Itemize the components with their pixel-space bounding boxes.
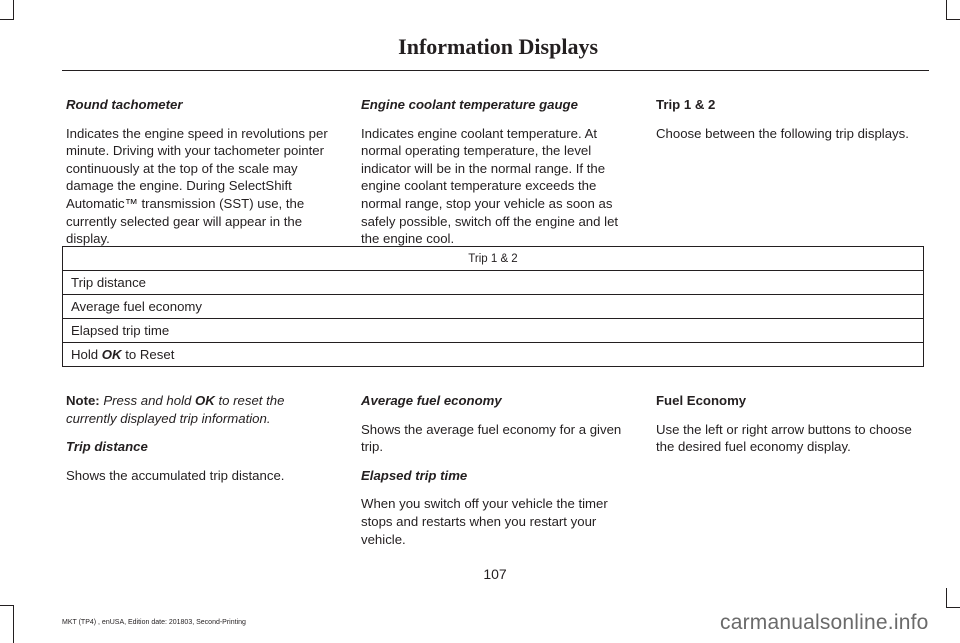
watermark: carmanualsonline.info: [720, 611, 929, 634]
crop-mark-top-left-h: [0, 19, 14, 20]
section-heading: Average fuel economy: [361, 393, 502, 408]
table-row: [63, 343, 924, 367]
table-row: [63, 319, 924, 343]
page-title: Information Displays: [398, 34, 598, 59]
section-body: Indicates the engine speed in revolutions per minute. Driving with your tachometer pointer continuously at the top of the scale may damage the engine. During SelectShift Automatic™ transmission (SST) use, the currently selected gear will appear in the display.: [66, 125, 328, 247]
column-lower-1: [66, 392, 338, 495]
column-lower-2: [361, 392, 633, 559]
column-round-tachometer: [66, 96, 338, 259]
table-header: Trip 1 & 2: [63, 247, 924, 271]
section-body: When you switch off your vehicle the timer stops and restarts when you restart your vehicle.: [361, 496, 608, 547]
table-row: [63, 271, 924, 295]
column-trip: [656, 96, 928, 153]
note-text: Press and hold: [99, 393, 196, 408]
ok-key-label: OK: [195, 393, 215, 408]
section-heading: Elapsed trip time: [361, 467, 468, 483]
crop-mark-bottom-left-v: [13, 605, 14, 643]
crop-mark-bottom-right-v: [946, 588, 947, 608]
crop-mark-bottom-right-h: [946, 607, 960, 608]
crop-mark-top-right-h: [946, 19, 960, 20]
ok-key-label: OK: [101, 347, 122, 362]
section-heading: Round tachometer: [66, 97, 183, 112]
cell-text: Hold: [71, 347, 102, 362]
section-heading: Engine coolant temperature gauge: [361, 97, 578, 112]
column-engine-coolant: [361, 96, 633, 259]
crop-mark-bottom-left-h: [0, 605, 14, 606]
table-row: [63, 295, 924, 319]
section-body: Shows the accumulated trip distance.: [66, 467, 285, 483]
section-heading: Trip 1 & 2: [656, 97, 716, 112]
cell-text: to Reset: [121, 347, 175, 362]
header-rule: [62, 70, 929, 71]
note-label: Note:: [66, 393, 100, 408]
trip-table: [62, 246, 924, 367]
section-heading: Trip distance: [66, 439, 148, 455]
page-number: 107: [483, 566, 507, 582]
crop-mark-top-right-v: [946, 0, 947, 20]
note-text: to reset the currently displayed trip information.: [66, 393, 285, 426]
table-cell: [63, 343, 924, 367]
column-lower-3: [656, 392, 928, 467]
section-body: Shows the average fuel economy for a given trip.: [361, 421, 622, 455]
table-cell: Average fuel economy: [63, 295, 924, 319]
section-body: Indicates engine coolant temperature. At normal operating temperature, the level indicator will be in the normal range. If the engine coolant temperature exceeds the normal range, stop your vehicle as soon as safely possible, switch off the engine and let the engine cool.: [361, 125, 619, 247]
section-body: Use the left or right arrow buttons to choose the desired fuel economy display.: [656, 421, 912, 455]
crop-mark-top-left-v: [13, 0, 14, 20]
section-body: Choose between the following trip displays.: [656, 125, 909, 141]
table-cell: Trip distance: [63, 271, 924, 295]
table-cell: Elapsed trip time: [63, 319, 924, 343]
edition-footer: MKT (TP4) , enUSA, Edition date: 201803, Second-Printing: [62, 619, 246, 626]
note-paragraph: [66, 392, 338, 427]
section-heading: Fuel Economy: [656, 393, 747, 408]
